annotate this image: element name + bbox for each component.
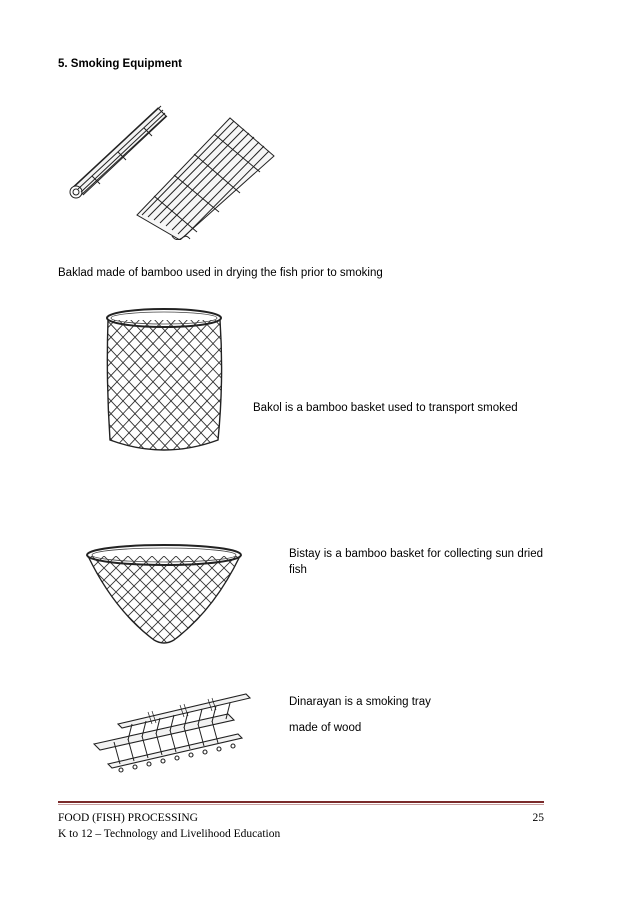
dinarayan-caption-line1: Dinarayan is a smoking tray — [289, 696, 431, 708]
bistay-bamboo-basket-illustration — [84, 540, 244, 650]
bakol-bamboo-basket-illustration — [100, 300, 230, 460]
baklad-bamboo-mat-illustration — [62, 100, 282, 240]
baklad-caption: Baklad made of bamboo used in drying the fish prior to smoking — [58, 267, 383, 279]
page-number: 25 — [532, 812, 544, 824]
bakol-caption: Bakol is a bamboo basket used to transport smoked — [253, 402, 518, 414]
footer-program-title: K to 12 – Technology and Livelihood Education — [58, 828, 281, 840]
footer-divider-thin — [58, 804, 544, 805]
dinarayan-smoking-tray-illustration — [88, 684, 258, 779]
bistay-caption: Bistay is a bamboo basket for collecting sun dried fish — [289, 548, 543, 576]
dinarayan-caption-line2: made of wood — [289, 722, 362, 734]
section-heading: 5. Smoking Equipment — [58, 58, 182, 70]
footer-course-title: FOOD (FISH) PROCESSING — [58, 812, 198, 824]
footer-divider — [58, 801, 544, 803]
